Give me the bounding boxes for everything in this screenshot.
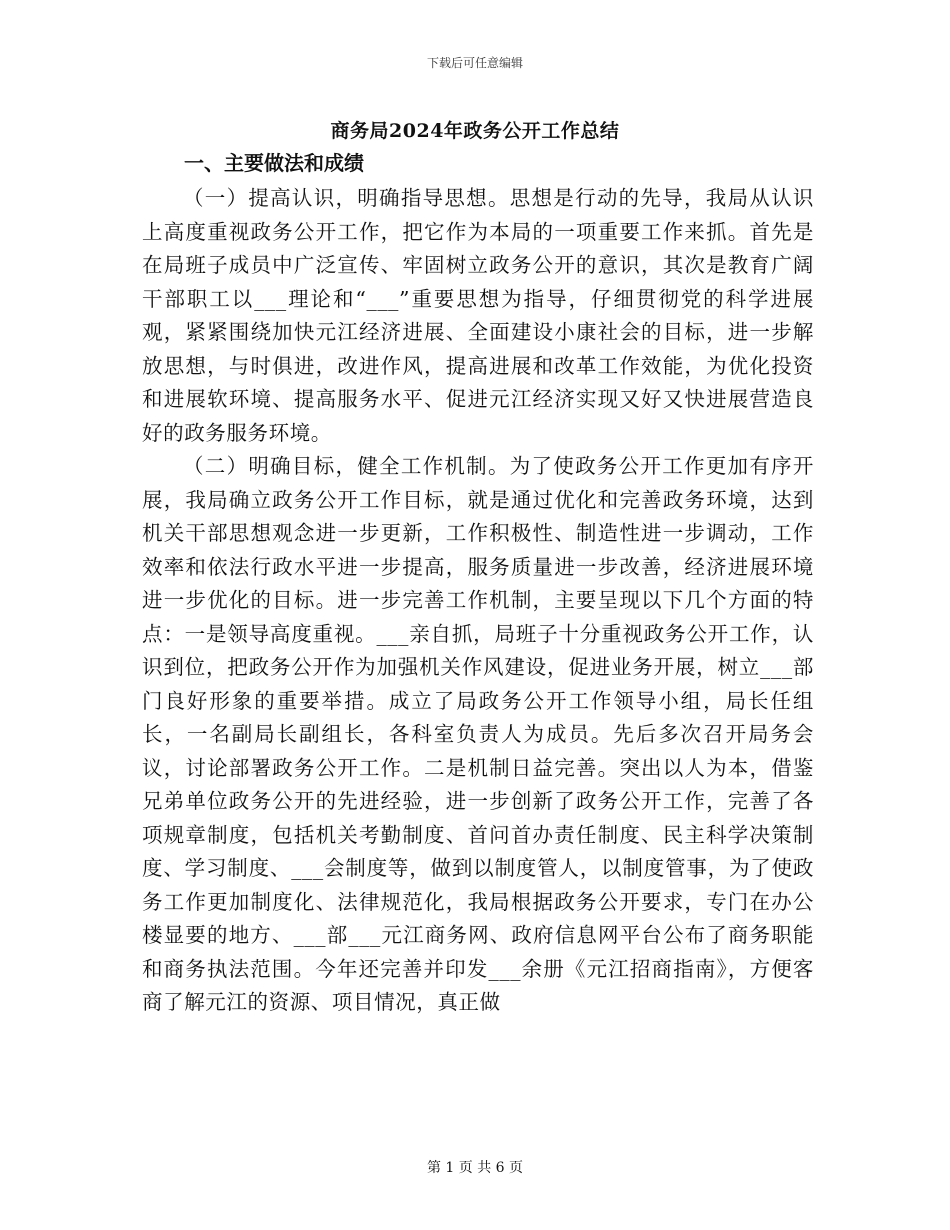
section-heading: 一、主要做法和成绩 <box>184 151 364 175</box>
page-number: 第 1 页 共 6 页 <box>426 1160 524 1176</box>
paragraph-1: （一）提高认识，明确指导思想。思想是行动的先导，我局从认识上高度重视政务公开工作，把它作为本局的一项重要工作来抓。首先是在局班子成员中广泛宣传、牢固树立政务公开的意识，其次是教育广阔干部职工以___理论和“___”重要思想为指导，仔细贯彻党的科学进展观，紧紧围绕加快元江经济进展、全面建设小康社会的目标，进一步解放思想，与时俱进，改进作风，提高进展和改革工作效能，为优化投资和进展软环境、提高服务水平、促进元江经济实现又好又快进展营造良好的政务服务环境。 <box>142 186 814 445</box>
document-title: 商务局2024年政务公开工作总结 <box>330 120 620 142</box>
document-body <box>142 146 814 1020</box>
page-header-note: 下载后可任意编辑 <box>426 56 523 70</box>
paragraph-2: （二）明确目标，健全工作机制。为了使政务公开工作更加有序开展，我局确立政务公开工作目标，就是通过优化和完善政务环境，达到机关干部思想观念进一步更新，工作积极性、制造性进一步调动，工作效率和依法行政水平进一步提高，服务质量进一步改善，经济进展环境进一步优化的目标。进一步完善工作机制，主要呈现以下几个方面的特点：一是领导高度重视。___亲自抓，局班子十分重视政务公开工作，认识到位，把政务公开作为加强机关作风建设，促进业务开展，树立___部门良好形象的重要举措。成立了局政务公开工作领导小组，局长任组长，一名副局长副组长，各科室负责人为成员。先后多次召开局务会议，讨论部署政务公开工作。二是机制日益完善。突出以人为本，借鉴兄弟单位政务公开的先进经验，进一步创新了政务公开工作，完善了各项规章制度，包括机关考勤制度、首问首办责任制度、民主科学决策制度、学习制度、___会制度等，做到以制度管人，以制度管事，为了使政务工作更加制度化、法律规范化，我局根据政务公开要求，专门在办公楼显要的地方、___部___元江商务网、政府信息网平台公布了商务职能和商务执法范围。今年还完善并印发___余册《元江招商指南》，方便客商了解元江的资源、项目情况，真正做 <box>142 454 814 1014</box>
